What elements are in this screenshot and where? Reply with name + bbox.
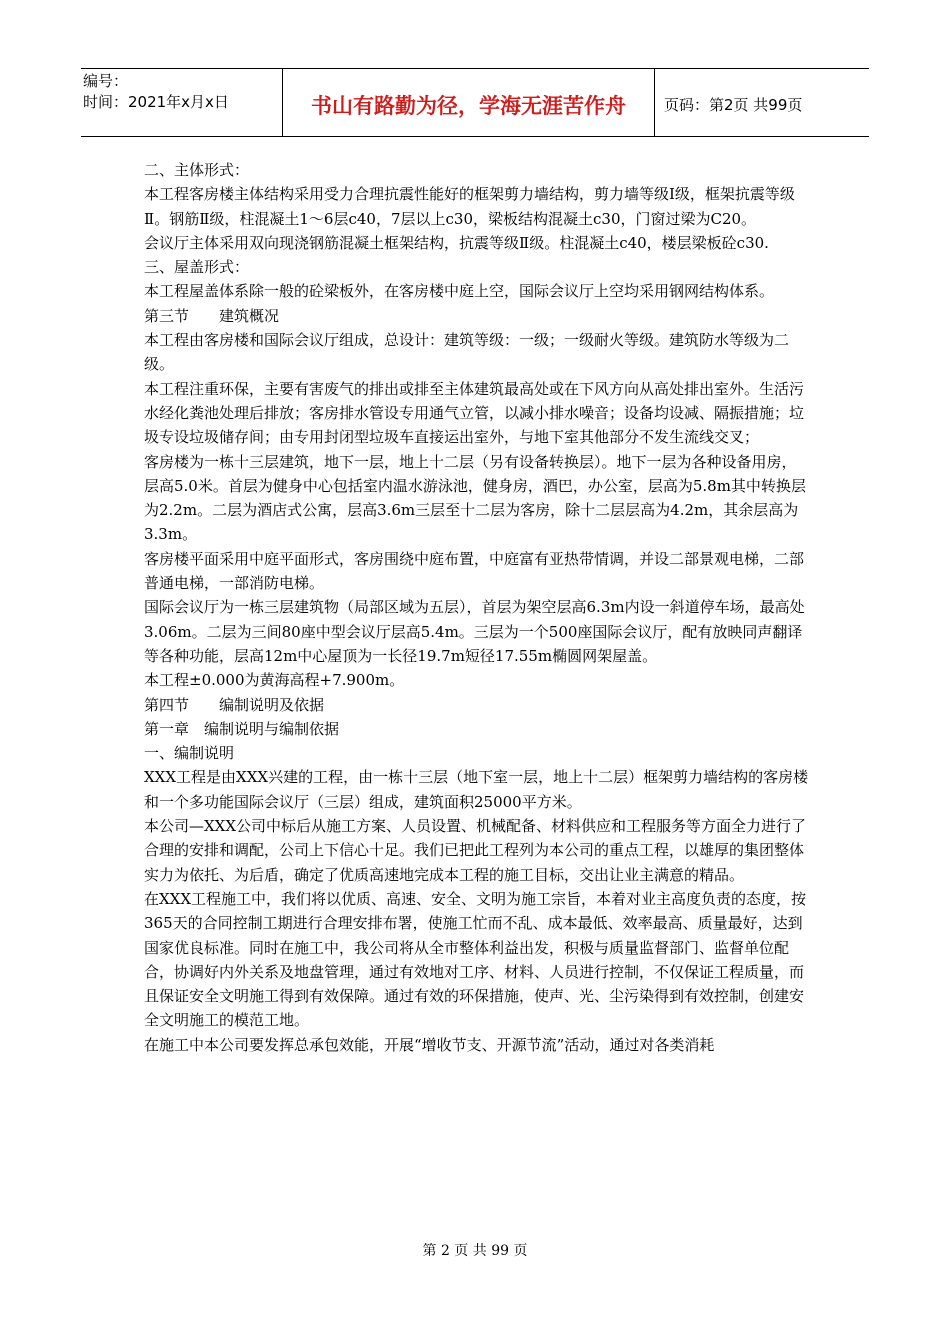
paragraph: 本工程客房楼主体结构采用受力合理抗震性能好的框架剪力墙结构，剪力墙等级Ⅰ级，框架抗震等级Ⅱ。钢筋Ⅱ级，柱混凝土1～6层c40，7层以上c30，梁板结构混凝土c30，门窗过梁为C20。 [144, 185, 795, 228]
section-heading: 第四节 编制说明及依据 [144, 695, 325, 714]
header-page-number: 页码：第2页 共99页 [664, 96, 803, 114]
paragraph: 本工程由客房楼和国际会议厅组成，总设计：建筑等级：一级；一级耐火等级。建筑防水等级为二级。 [144, 331, 790, 374]
document-number-label: 编号： [83, 72, 129, 90]
paragraph: 在XXX工程施工中，我们将以优质、高速、安全、文明为施工宗旨，本着对业主高度负责的态度，按365天的合同控制工期进行合理安排布署，使施工忙而不乱、成本最低、效率最高、质量最好，达到国家优良标准。同时在施工中，我公司将从全市整体利益出发，积极与质量监督部门、监督单位配合，协调好内外关系及地盘管理，通过有效地对工序、材料、人员进行控制，不仅保证工程质量，而且保证安全文明施工得到有效保障。通过有效的环保措施，使声、光、尘污染得到有效控制，创建安全文明施工的模范工地。 [144, 889, 807, 1030]
header-info-cell [81, 69, 283, 136]
section-heading: 第三节 建筑概况 [144, 306, 280, 325]
document-date-label: 时间：2021年x月x日 [83, 93, 229, 111]
chapter-heading: 第一章 编制说明与编制依据 [144, 719, 340, 738]
paragraph: 本公司—XXX公司中标后从施工方案、人员设置、机械配备、材料供应和工程服务等方面全力进行了合理的安排和调配，公司上下信心十足。我们已把此工程列为本公司的重点工程，以雄厚的集团整体实力为依托、为后盾，确定了优质高速地完成本工程的施工目标，交出让业主满意的精品。 [144, 817, 807, 884]
paragraph: 三、屋盖形式： [144, 258, 250, 277]
paragraph: 会议厅主体采用双向现浇钢筋混凝土框架结构，抗震等级Ⅱ级。柱混凝土c40，楼层梁板砼c30. [144, 233, 769, 252]
page-footer: 第 2 页 共 99 页 [422, 1243, 528, 1259]
paragraph: 一、编制说明 [144, 744, 235, 763]
paragraph: 在施工中本公司要发挥总承包效能，开展“增收节支、开源节流”活动，通过对各类消耗 [144, 1035, 715, 1054]
paragraph: 二、主体形式： [144, 161, 250, 179]
paragraph: 国际会议厅为一栋三层建筑物（局部区域为五层），首层为架空层高6.3m内设一斜道停车场，最高处3.06m。二层为三间80座中型会议厅层高5.4m。三层为一个500座国际会议厅，配有放映同声翻译等各种功能，层高12m中心屋顶为一长径19.7m短径17.55m椭圆网架屋盖。 [144, 598, 805, 665]
page-header [81, 68, 869, 137]
paragraph: XXX工程是由XXX兴建的工程，由一栋十三层（地下室一层，地上十二层）框架剪力墙结构的客房楼和一个多功能国际会议厅（三层）组成，建筑面积25000平方米。 [144, 768, 809, 811]
document-body [144, 158, 809, 1057]
header-slogan: 书山有路勤为径，学海无涯苦作舟 [283, 69, 655, 136]
paragraph: 本工程屋盖体系除一般的砼梁板外，在客房楼中庭上空，国际会议厅上空均采用钢网结构体系。 [144, 282, 775, 301]
paragraph: 客房楼平面采用中庭平面形式，客房围绕中庭布置，中庭富有亚热带情调，并设二部景观电梯，二部普通电梯，一部消防电梯。 [144, 549, 805, 593]
paragraph: 本工程±0.000为黄海高程+7.900m。 [144, 671, 405, 690]
paragraph: 客房楼为一栋十三层建筑，地下一层，地上十二层（另有设备转换层）。地下一层为各种设备用房，层高5.0米。首层为健身中心包括室内温水游泳池，健身房，酒巴，办公室，层高为5.8m其中转换层为2.2m。二层为酒店式公寓，层高3.6m三层至十二层为客房，除十二层层高为4.2m，其余层高为3.3m。 [144, 452, 806, 544]
paragraph: 本工程注重环保，主要有害废气的排出或排至主体建筑最高处或在下风方向从高处排出室外。生活污水经化粪池处理后排放；客房排水管设专用通气立管，以减小排水噪音；设备均设减、隔振措施；垃圾专设垃圾储存间；由专用封闭型垃圾车直接运出室外，与地下室其他部分不发生流线交叉； [144, 379, 805, 447]
